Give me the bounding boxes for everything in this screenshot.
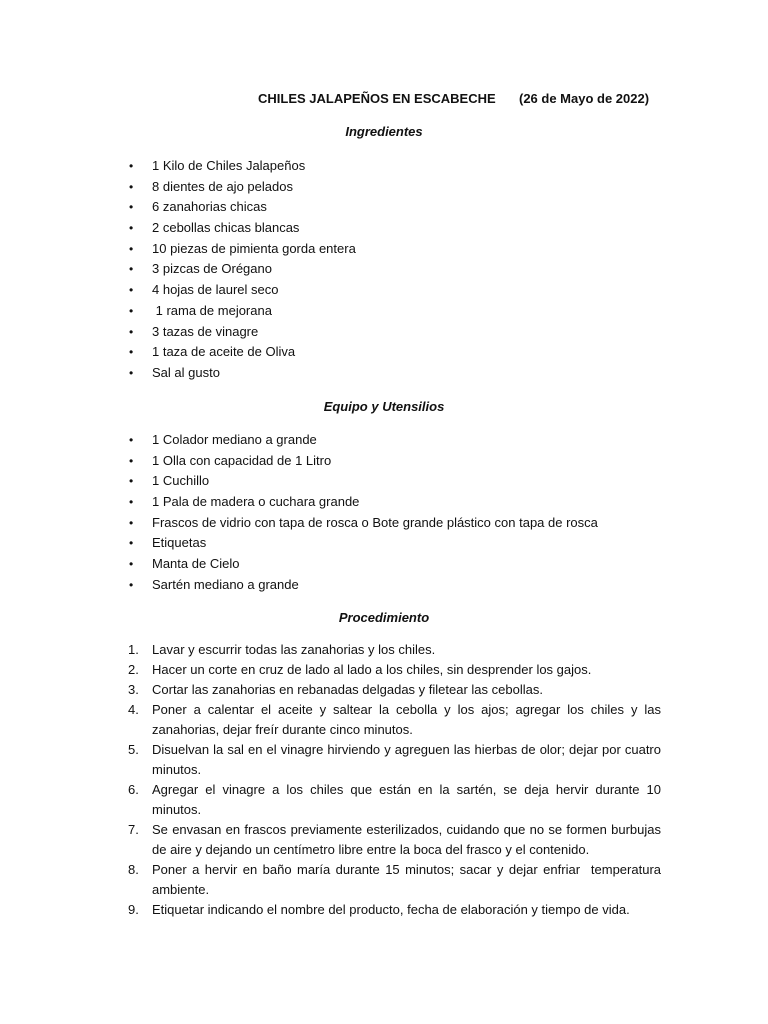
list-item-text: Manta de Cielo: [152, 556, 240, 572]
list-item: [0, 156, 356, 177]
bullet-icon: •: [129, 453, 134, 468]
procedure-step: [0, 780, 768, 820]
list-item-text: 1 Pala de madera o cuchara grande: [152, 494, 360, 510]
list-item: [0, 430, 598, 451]
step-number: 3.: [128, 682, 139, 697]
bullet-icon: •: [129, 221, 134, 236]
step-number: 1.: [128, 642, 139, 657]
procedure-list: [0, 640, 768, 920]
procedure-step: [0, 700, 768, 740]
list-item-text: 8 dientes de ajo pelados: [152, 178, 293, 194]
list-item: [0, 554, 598, 575]
list-item: [0, 363, 356, 384]
bullet-icon: •: [129, 515, 134, 530]
bullet-icon: •: [129, 577, 134, 592]
step-number: 6.: [128, 782, 139, 797]
step-text: Poner a calentar el aceite y saltear la cebolla y los ajos; agregar los chiles y las zanahorias, dejar freír durante cinco minutos.: [152, 702, 665, 737]
step-number: 8.: [128, 862, 139, 877]
list-item: [0, 533, 598, 554]
list-item-text: 1 Colador mediano a grande: [152, 432, 317, 447]
step-number: 2.: [128, 662, 139, 677]
list-item-text: Sal al gusto: [152, 364, 220, 380]
list-item: [0, 471, 598, 492]
list-item-text: 1 rama de mejorana: [152, 302, 272, 318]
list-item: [0, 342, 356, 363]
procedure-step: [0, 680, 768, 700]
step-text: Etiquetar indicando el nombre del producto, fecha de elaboración y tiempo de vida.: [152, 902, 630, 917]
procedure-step: [0, 660, 768, 680]
step-text: Hacer un corte en cruz de lado al lado a los chiles, sin desprender los gajos.: [152, 662, 592, 677]
step-number: 5.: [128, 742, 139, 757]
bullet-icon: •: [129, 536, 134, 551]
procedure-step: [0, 900, 768, 920]
list-item: [0, 259, 356, 280]
list-item: [0, 492, 598, 513]
bullet-icon: •: [129, 557, 134, 572]
ingredients-list: [0, 156, 356, 384]
list-item: [0, 218, 356, 239]
title-row: [0, 91, 768, 111]
list-item-text: Etiquetas: [152, 535, 207, 551]
list-item-text: 4 hojas de laurel seco: [152, 282, 279, 298]
procedure-step: [0, 820, 768, 860]
list-item-text: 1 Olla con capacidad de 1 Litro: [152, 452, 332, 468]
list-item: [0, 177, 356, 198]
list-item: [0, 197, 356, 218]
bullet-icon: •: [129, 262, 134, 277]
bullet-icon: •: [129, 474, 134, 489]
document-title: CHILES JALAPEÑOS EN ESCABECHE: [258, 91, 496, 106]
step-text: Se envasan en frascos previamente esterilizados, cuidando que no se formen burbujas de aire y dejando un centímetro libre entre la boca del frasco y el contenido.: [152, 822, 665, 857]
procedure-step: [0, 640, 768, 660]
bullet-icon: •: [129, 283, 134, 298]
procedure-step: [0, 860, 768, 900]
bullet-icon: •: [129, 433, 134, 447]
list-item-text: 1 Cuchillo: [152, 473, 210, 489]
step-text: Lavar y escurrir todas las zanahorias y los chiles.: [152, 642, 436, 657]
list-item-text: 10 piezas de pimienta gorda entera: [152, 240, 356, 256]
bullet-icon: •: [129, 303, 134, 318]
list-item-text: 2 cebollas chicas blancas: [152, 220, 300, 236]
equipment-list: [0, 430, 598, 596]
step-text: Cortar las zanahorias en rebanadas delgadas y filetear las cebollas.: [152, 682, 543, 697]
list-item-text: 6 zanahorias chicas: [152, 199, 267, 215]
list-item-text: 3 pizcas de Orégano: [152, 261, 272, 277]
step-number: 4.: [128, 702, 139, 717]
step-text: Poner a hervir en baño maría durante 15 minutos; sacar y dejar enfriar temperatura ambiente.: [152, 862, 665, 897]
ingredients-heading: Ingredientes: [345, 124, 423, 139]
list-item-text: 1 taza de aceite de Oliva: [152, 344, 296, 360]
list-item-text: 3 tazas de vinagre: [152, 323, 259, 339]
list-item-text: Frascos de vidrio con tapa de rosca o Bote grande plástico con tapa de rosca: [152, 514, 598, 530]
list-item: [0, 451, 598, 472]
bullet-icon: •: [129, 365, 134, 380]
bullet-icon: •: [129, 241, 134, 256]
list-item-text: Sartén mediano a grande: [152, 576, 299, 592]
bullet-icon: •: [129, 179, 134, 194]
list-item: [0, 575, 598, 596]
list-item: [0, 513, 598, 534]
list-item: [0, 301, 356, 322]
bullet-icon: •: [129, 495, 134, 510]
list-item: [0, 322, 356, 343]
document-date: (26 de Mayo de 2022): [519, 91, 650, 106]
bullet-icon: •: [129, 159, 134, 173]
step-text: Agregar el vinagre a los chiles que están en la sartén, se deja hervir durante 10 minutos.: [152, 782, 665, 817]
list-item: [0, 280, 356, 301]
step-number: 9.: [128, 902, 139, 917]
bullet-icon: •: [129, 324, 134, 339]
procedure-heading: Procedimiento: [338, 610, 430, 625]
list-item-text: 1 Kilo de Chiles Jalapeños: [152, 158, 306, 173]
step-text: Disuelvan la sal en el vinagre hirviendo y agreguen las hierbas de olor; dejar por cuatro minutos.: [152, 742, 665, 777]
equipment-heading: Equipo y Utensilios: [323, 399, 445, 414]
bullet-icon: •: [129, 345, 134, 360]
list-item: [0, 239, 356, 260]
bullet-icon: •: [129, 200, 134, 215]
procedure-step: [0, 740, 768, 780]
step-number: 7.: [128, 822, 139, 837]
